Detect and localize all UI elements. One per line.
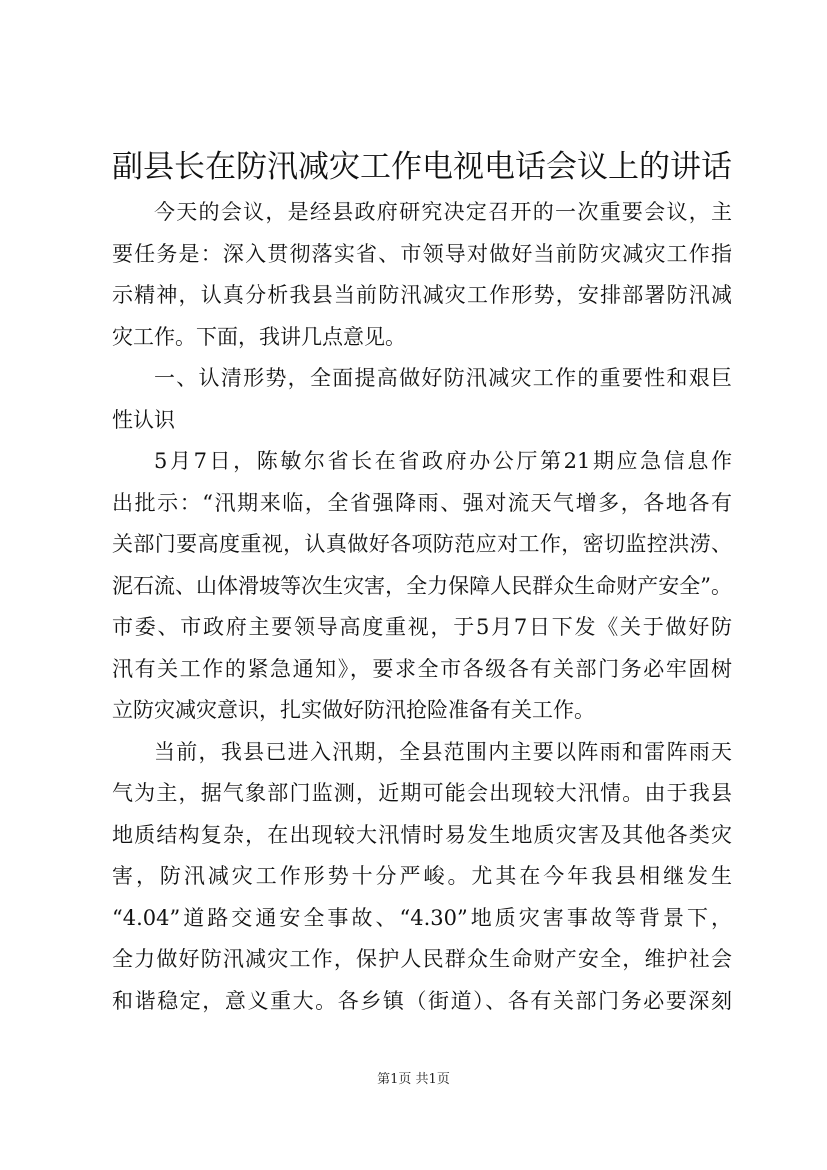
text-line: 关部门要高度重视，认真做好各项防范应对工作，密切监控洪涝、 — [112, 532, 732, 556]
text-line: 和谐稳定，意义重大。各乡镇（街道）、各有关部门务必要深刻 — [112, 988, 732, 1013]
text-line: “4.04”道路交通安全事故、“4.30”地质灾害事故等背景下， — [112, 905, 732, 930]
text-line: 泥石流、山体滑坡等次生灾害，全力保障人民群众生命财产安全”。 — [112, 573, 732, 598]
text-line: 5月7日，陈敏尔省长在省政府办公厅第21期应急信息作 — [154, 449, 732, 473]
text-line: 汛有关工作的紧急通知》，要求全市各级各有关部门务必牢固树 — [112, 656, 732, 681]
text-line: 要任务是：深入贯彻落实省、市领导对做好当前防灾减灾工作指 — [112, 241, 732, 266]
text-line: 出批示：“汛期来临，全省强降雨、强对流天气增多，各地各有 — [112, 490, 732, 515]
text-line: 气为主，据气象部门监测，近期可能会出现较大汛情。由于我县 — [112, 781, 732, 805]
text-line: 灾工作。下面，我讲几点意见。 — [112, 324, 406, 349]
text-line: 示精神，认真分析我县当前防汛减灾工作形势，安排部署防汛减 — [112, 283, 732, 307]
text-line: 立防灾减灾意识，扎实做好防汛抢险准备有关工作。 — [112, 698, 595, 722]
text-line: 当前，我县已进入汛期，全县范围内主要以阵雨和雷阵雨天 — [154, 739, 732, 764]
document-body — [112, 192, 732, 1022]
text-line: 全力做好防汛减灾工作，保护人民群众生命财产安全，维护社会 — [112, 947, 732, 971]
section-heading-line: 一、认清形势，全面提高做好防汛减灾工作的重要性和艰巨 — [154, 366, 732, 390]
text-line: 地质结构复杂，在出现较大汛情时易发生地质灾害及其他各类灾 — [112, 822, 732, 847]
document-title: 副县长在防汛减灾工作电视电话会议上的讲话 — [112, 149, 732, 185]
section-heading-line: 性认识 — [112, 407, 175, 432]
text-line: 今天的会议，是经县政府研究决定召开的一次重要会议，主 — [154, 200, 732, 224]
page-number-footer: 第1页 共1页 — [377, 1072, 450, 1087]
text-line: 市委、市政府主要领导高度重视，于5月7日下发《关于做好防 — [112, 615, 732, 639]
text-line: 害，防汛减灾工作形势十分严峻。尤其在今年我县相继发生 — [112, 864, 732, 888]
